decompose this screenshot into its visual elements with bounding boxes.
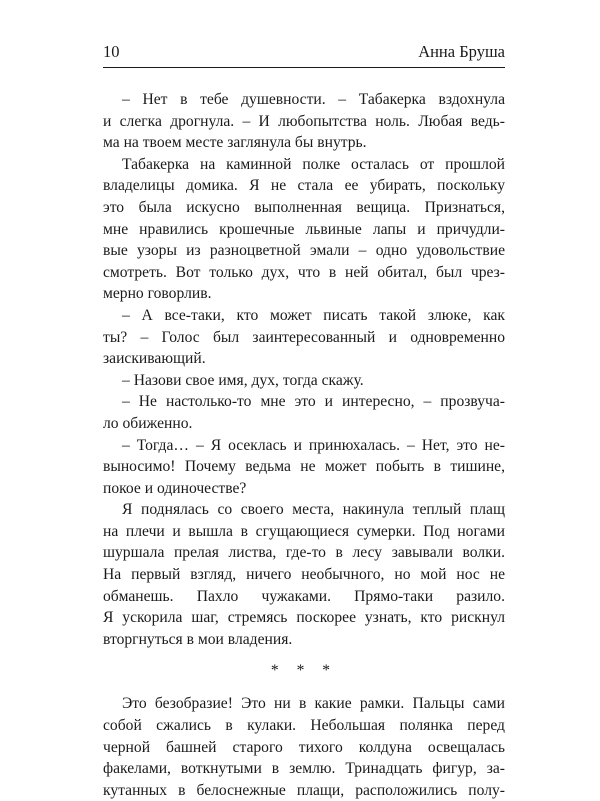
- text-line: мне нравились крошечные львиные лапы и причудли-: [103, 220, 505, 238]
- text-line: – Не настолько-то мне это и интересно, – прозвуча-: [122, 393, 505, 411]
- text-line: вторгнуться в мои владения.: [103, 630, 293, 648]
- page-number: 10: [103, 42, 120, 61]
- text-line: собой сжались в кулаки. Небольшая полянка перед: [103, 717, 505, 735]
- text-line: Я ускорила шаг, стремясь поскорее узнать, кто рискнул: [103, 609, 505, 627]
- text-line: заискивающий.: [103, 350, 206, 368]
- text-line: Я поднялась со своего места, накинула теплый плащ: [122, 501, 505, 519]
- text-line: и слегка дрогнула. – И любопытства ноль. Любая ведь-: [103, 112, 505, 130]
- body-text: [103, 89, 505, 801]
- section-separator: * * *: [270, 662, 338, 680]
- text-line: на плечи и вышла в сгущающиеся сумерки. Под ногами: [103, 522, 505, 540]
- text-line: мерно говорлив.: [103, 285, 212, 303]
- text-line: ма на твоем месте заглянула бы внутрь.: [103, 134, 367, 152]
- text-line: шуршала прелая листва, где-то в лесу завывали волки.: [103, 544, 505, 562]
- text-line: вые узоры из разноцветной эмали – одно удовольствие: [103, 242, 505, 260]
- text-line: обманешь. Пахло чужаками. Прямо-таки разило.: [103, 587, 505, 605]
- running-header: [103, 42, 505, 62]
- text-line: кутанных в белоснежные плащи, расположились полу-: [103, 781, 505, 799]
- text-line: это была искусно выполненная вещица. Признаться,: [103, 198, 505, 216]
- text-line: – Тогда… – Я осеклась и принюхалась. – Нет, это не-: [122, 436, 505, 454]
- text-line: – Назови свое имя, дух, тогда скажу.: [122, 371, 364, 389]
- text-line: владелицы домика. Я не стала ее убирать, поскольку: [103, 177, 505, 195]
- text-line: выносимо! Почему ведьма не может побыть в тишине,: [103, 458, 505, 476]
- text-line: Табакерка на каминной полке осталась от прошлой: [122, 155, 505, 173]
- text-line: факелами, воткнутыми в землю. Тринадцать фигур, за-: [103, 760, 505, 778]
- text-line: смотреть. Вот только дух, что в ней обитал, был чрез-: [103, 263, 505, 281]
- text-line: На первый взгляд, ничего необычного, но мой нос не: [103, 566, 505, 584]
- text-line: ло обиженно.: [103, 414, 193, 432]
- header-rule: [103, 67, 505, 68]
- author-name: Анна Бруша: [418, 42, 505, 61]
- text-line: черной башней старого тихого колдуна освещалась: [103, 738, 505, 756]
- text-line: Это безобразие! Это ни в какие рамки. Пальцы сами: [122, 695, 505, 713]
- text-line: ты? – Голос был заинтересованный и одновременно: [103, 328, 505, 346]
- text-line: – Нет в тебе душевности. – Табакерка вздохнула: [122, 91, 505, 108]
- text-line: – А все-таки, кто может писать такой злюке, как: [122, 306, 505, 324]
- text-line: покое и одиночестве?: [103, 479, 247, 497]
